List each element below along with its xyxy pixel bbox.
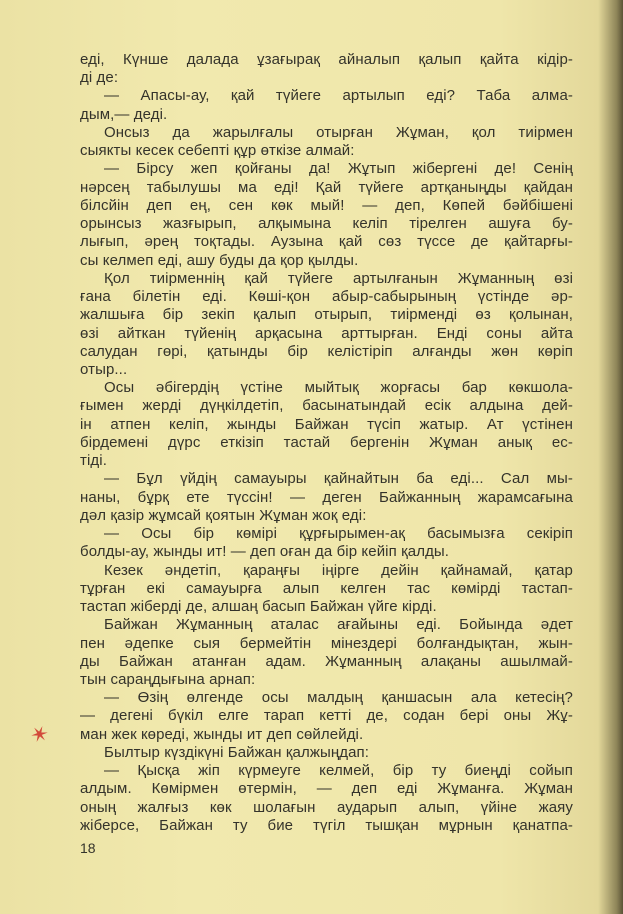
text-line: нәрсең табылушы ма еді! Қай түйеге артқаныңды қайдан [80, 178, 573, 196]
text-line: тастап жіберді де, алшаң басып Байжан үйге кірді. [80, 598, 437, 616]
text-line: наны, бұрқ ете түссін! — деген Байжанның жарамсағына [80, 488, 573, 506]
text-line: өзі айткан түйенің арқасына арттырған. Енді соны айта [80, 324, 573, 342]
text-line: Қол тиірменнің қай түйеге артылғанын Жұманның өзі [104, 269, 573, 287]
text-line: сыякты кесек себепті құр өткізе алмай: [80, 142, 355, 160]
text-line: тын сараңдығына арнап: [80, 670, 256, 688]
text-line: ғымен жерді дүңкілдетіп, басынатындай есік алдына дей- [80, 397, 573, 415]
text-line: Кезек әндетіп, қараңғы іңірге дейін қайнамай, қатар [104, 561, 573, 579]
text-line: — Бұл үйдің самауыры қайнайтын ба еді... Сал мы- [104, 470, 573, 488]
text-line: дым,— деді. [80, 105, 168, 123]
text-line: білсйін деп ең, сен көк мый! — деп, Көпей бәйбішені [80, 196, 573, 214]
text-line: Онсыз да жарылғалы отырған Жұман, қол тиірмен [104, 123, 573, 141]
text-line: болды-ау, жынды ит! — деп оған да бір кейіп қалды. [80, 543, 450, 561]
text-line: салудан гөрі, қатынды бір келістіріп алғанды жөн көріп [80, 342, 573, 360]
red-pen-mark-icon: ✶ [26, 719, 53, 750]
text-line: — Апасы-ау, қай түйеге артылып еді? Таба алма- [104, 87, 573, 105]
text-line: Былтыр күздікүні Байжан қалжыңдап: [104, 743, 370, 761]
text-line: тұрған екі самауырға алып келген тас көмірді тастап- [80, 579, 573, 597]
text-line: Байжан Жұманның аталас ағайыны еді. Бойында әдет [104, 616, 573, 634]
page-number: 18 [80, 840, 96, 856]
text-line: орынсыз жазғырып, алқымына келіп тірелген ашуға бу- [80, 215, 573, 233]
text-line: ғана білетін еді. Көші-қон абыр-сабырының үстінде әр- [80, 288, 573, 306]
text-line: — Қысқа жіп күрмеуге келмей, бір ту биеңді сойып [104, 762, 573, 780]
body-text [80, 51, 573, 835]
text-line: — Осы бір көмірі құрғырымен-ақ басымызға секіріп [104, 525, 573, 543]
text-line: сы келмеп еді, ашу буды да қор қылды. [80, 251, 359, 269]
text-line: бірдемені дүрс еткізіп тастай бергенін Жұман анық ес- [80, 433, 573, 451]
text-line: отыр... [80, 360, 128, 378]
text-line: Осы әбігердің үстіне мыйтық жорғасы бар көкшола- [104, 379, 573, 397]
text-line: ман жек көреді, жынды ит деп сөйлейді. [80, 725, 364, 743]
text-line: дәл қазір жұмсай қоятын Жұман жоқ еді: [80, 506, 367, 524]
text-line: жіберсе, Байжан ту бие түгіл тышқан мұрнын қанатпа- [80, 816, 573, 834]
text-line: ді де: [80, 69, 119, 87]
text-line: алдым. Көмірмен өтермін, — деп еді Жұманға. Жұман [80, 780, 573, 798]
text-line: еді, Күнше далада ұзағырақ айналып қалып қайта кідір- [80, 51, 573, 68]
text-line: — Өзің өлгенде осы малдың қаншасын ала кетесің? [104, 689, 573, 707]
text-line: оның жалғыз көк шолағын аударып алып, үйіне жаяу [80, 798, 573, 816]
text-line: жалшыға бір зекіп қалып отырып, тиірменді өз қолынан, [80, 306, 573, 324]
text-line: тіді. [80, 452, 107, 470]
text-line: — Бірсу жеп қойғаны да! Жұтып жібергені де! Сенің [104, 160, 573, 178]
text-line: — дегені бүкіл елге тарап кетті де, содан бері оны Жұ- [80, 707, 573, 725]
text-line: ды Байжан атанған адам. Жұманның алақаны ашылмай- [80, 652, 573, 670]
text-line: лығып, әрең тоқтады. Аузына қай сөз түссе де қайтарғы- [80, 233, 573, 251]
text-line: ін атпен келіп, жынды Байжан түсіп жатыр. Ат үстінен [80, 415, 573, 433]
text-line: пен әдепке сыя бермейтін мінездері болғандықтан, жын- [80, 634, 573, 652]
